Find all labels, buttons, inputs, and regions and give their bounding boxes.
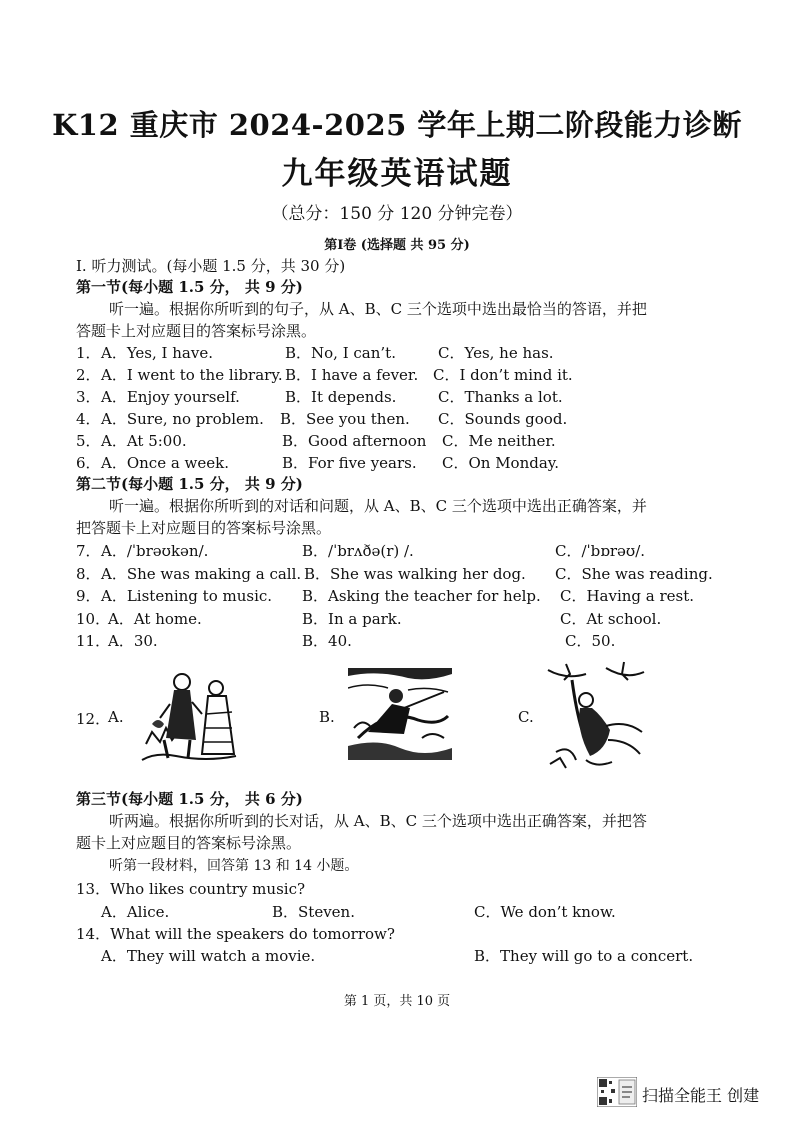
option-c: C．We don’t know.	[474, 903, 616, 921]
option-a: A．Sure, no problem.	[101, 410, 264, 428]
page-number: 第 1 页，共 10 页	[343, 994, 451, 1009]
subsection-3-instruction-cont: 题卡上对应题目的答案标号涂黑。	[76, 834, 302, 852]
option-b: B．In a park.	[302, 610, 402, 628]
option-b: B.	[319, 708, 335, 726]
question-stem: 14．What will the speakers do tomorrow?	[76, 925, 395, 943]
option-b: B．Asking the teacher for help.	[302, 587, 541, 605]
subsection-1-instruction: 听一遍。根据你所听到的句子，从 A、B、C 三个选项中选出最恰当的答语，并把	[109, 300, 647, 318]
material-note: 听第一段材料，回答第 13 和 14 小题。	[109, 858, 359, 874]
option-b: B．/ˈbrʌðə(r) /.	[302, 542, 414, 560]
option-b: B．Good afternoon	[282, 432, 427, 450]
option-b: B．It depends.	[285, 388, 397, 406]
option-c: C．/ˈbɒrəʊ/.	[555, 542, 646, 560]
option-a: A．At 5:00.	[101, 432, 187, 450]
question-number: 4．	[76, 410, 101, 428]
option-c: C．Yes, he has.	[438, 344, 554, 362]
subsection-2-heading: 第二节(每小题 1.5 分， 共 9 分)	[76, 475, 303, 493]
question-number: 8．	[76, 565, 101, 583]
option-c: C．Me neither.	[442, 432, 556, 450]
option-a: A．Enjoy yourself.	[101, 388, 240, 406]
question-number: 1．	[76, 344, 101, 362]
option-b: B．See you then.	[280, 410, 410, 428]
option-c: C．On Monday.	[442, 454, 560, 472]
option-a: A．She was making a call.	[101, 565, 302, 583]
option-c: C．At school.	[560, 610, 662, 628]
option-a: A．I went to the library.	[101, 366, 283, 384]
option-a: A.	[108, 708, 124, 726]
option-a: A．Listening to music.	[101, 587, 273, 605]
qr-code-icon	[597, 1077, 637, 1107]
exam-score-time: （总分：150 分 120 分钟完卷）	[271, 204, 523, 224]
question-number: 7．	[76, 542, 101, 560]
option-a: A．Alice.	[101, 903, 170, 921]
option-b: B．For five years.	[282, 454, 417, 472]
part-heading: 第Ⅰ卷 (选择题 共 95 分)	[324, 238, 470, 253]
option-a: A．They will watch a movie.	[101, 947, 316, 965]
exam-title: K12 重庆市 2024-2025 学年上期二阶段能力诊断	[52, 108, 742, 142]
subsection-1-instruction-cont: 答题卡上对应题目的答案标号涂黑。	[76, 322, 317, 340]
option-a: A．Once a week.	[101, 454, 229, 472]
question-number: 5．	[76, 432, 101, 450]
option-b-image	[348, 668, 452, 760]
question-number: 11．	[76, 632, 111, 650]
option-c: C．She was reading.	[555, 565, 713, 583]
option-a: A．At home.	[108, 610, 202, 628]
option-c-image	[546, 660, 646, 772]
option-c: C.	[518, 708, 534, 726]
option-c: C．50.	[565, 632, 616, 650]
subsection-2-instruction: 听一遍。根据你所听到的对话和问题，从 A、B、C 三个选项中选出正确答案，并	[109, 497, 647, 515]
option-b: B．She was walking her dog.	[304, 565, 526, 583]
option-b: B．They will go to a concert.	[474, 947, 694, 965]
option-b: B．I have a fever.	[285, 366, 419, 384]
question-number: 9．	[76, 587, 101, 605]
figures-walking-icon	[136, 664, 242, 768]
option-a: A．30.	[108, 632, 158, 650]
option-c: C．Sounds good.	[438, 410, 568, 428]
option-c: C．Thanks a lot.	[438, 388, 563, 406]
option-a: A．/ˈbrəʊkən/.	[101, 542, 209, 560]
question-number: 6．	[76, 454, 101, 472]
option-b: B．Steven.	[272, 903, 355, 921]
option-c: C．I don’t mind it.	[433, 366, 573, 384]
option-b: B．No, I can’t.	[285, 344, 396, 362]
scanner-logo	[597, 1077, 637, 1107]
question-number: 3．	[76, 388, 101, 406]
question-number: 10．	[76, 610, 111, 628]
subsection-1-heading: 第一节(每小题 1.5 分， 共 9 分)	[76, 278, 303, 296]
subsection-3-instruction: 听两遍。根据你所听到的长对话，从 A、B、C 三个选项中选出正确答案，并把答	[109, 812, 647, 830]
option-a-image	[136, 664, 242, 768]
exam-subtitle: 九年级英语试题	[281, 156, 513, 192]
section-heading: I. 听力测试。(每小题 1.5 分，共 30 分)	[76, 257, 346, 275]
question-number: 12．	[76, 710, 111, 728]
flying-figure-icon	[546, 660, 646, 772]
option-b: B．40.	[302, 632, 352, 650]
option-a: A．Yes, I have.	[101, 344, 213, 362]
option-c: C．Having a rest.	[560, 587, 695, 605]
rider-horse-icon	[348, 668, 452, 760]
scanner-watermark: 扫描全能王 创建	[642, 1086, 760, 1105]
subsection-2-instruction-cont: 把答题卡上对应题目的答案标号涂黑。	[76, 519, 332, 537]
question-number: 2．	[76, 366, 101, 384]
question-stem: 13．Who likes country music?	[76, 880, 306, 898]
subsection-3-heading: 第三节(每小题 1.5 分， 共 6 分)	[76, 790, 303, 808]
